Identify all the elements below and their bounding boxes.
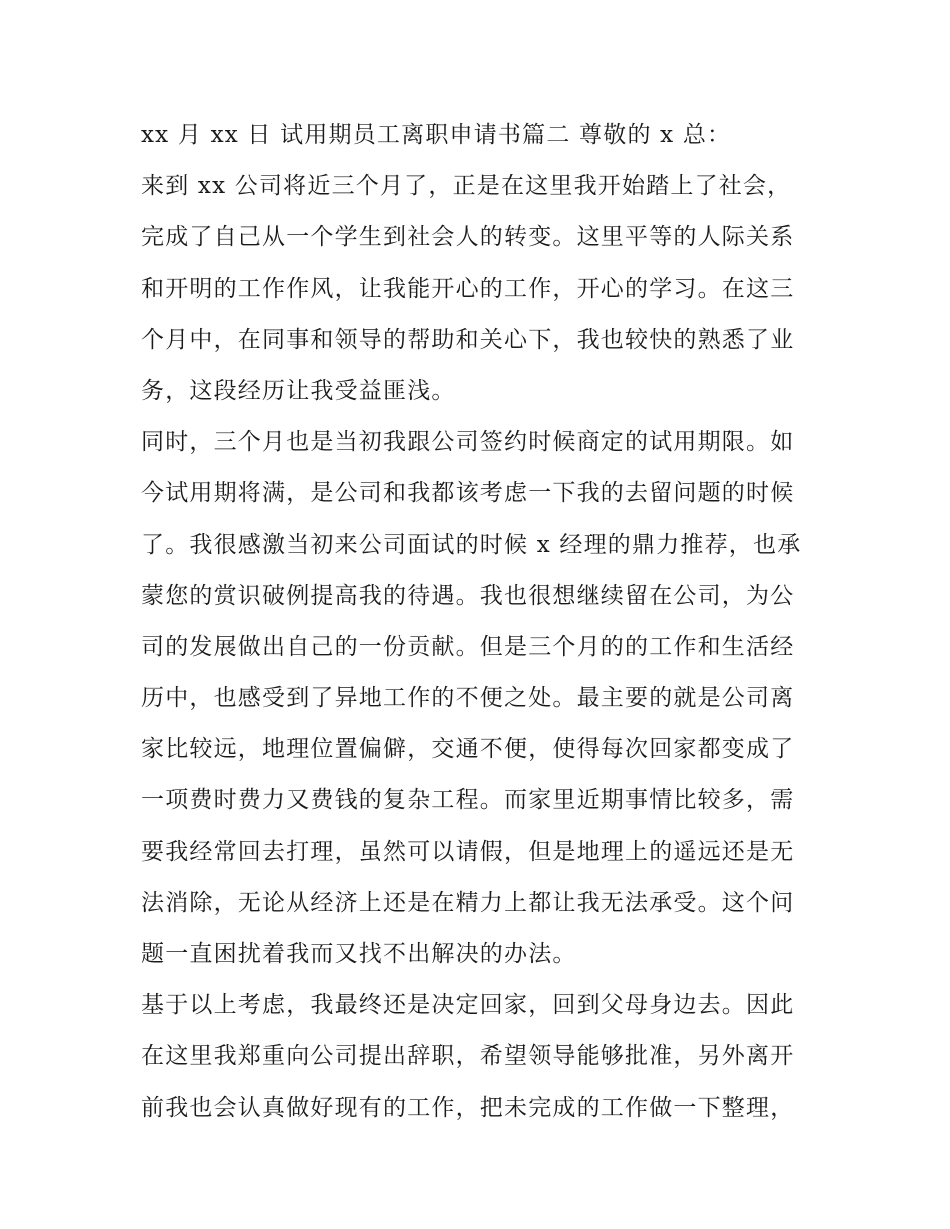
- text-line: 题一直困扰着我而又找不出解决的办法。: [141, 941, 577, 967]
- text-line: 来到 xx 公司将近三个月了，正是在这里我开始踏上了社会，: [141, 173, 792, 200]
- text-line: 前我也会认真做好现有的工作，把未完成的工作做一下整理，: [141, 1094, 795, 1121]
- text-line: 蒙您的赏识破例提高我的待遇。我也很想继续留在公司，为公: [141, 582, 795, 609]
- text-line: 个月中，在同事和领导的帮助和关心下，我也较快的熟悉了业: [141, 326, 795, 353]
- text-line: 同时，三个月也是当初我跟公司签约时候商定的试用期限。如: [141, 429, 795, 456]
- document-body: [141, 110, 821, 1134]
- text-line: 家比较远，地理位置偏僻，交通不便，使得每次回家都变成了: [141, 736, 795, 763]
- text-line: 法消除，无论从经济上还是在精力上都让我无法承受。这个问: [141, 889, 795, 916]
- text-line: 了。我很感激当初来公司面试的时候 x 经理的鼎力推荐，也承: [141, 531, 802, 558]
- text-line: 今试用期将满，是公司和我都该考虑一下我的去留问题的时候: [141, 480, 795, 507]
- text-line: 在这里我郑重向公司提出辞职，希望领导能够批准，另外离开: [141, 1043, 795, 1070]
- text-line: 务，这段经历让我受益匪浅。: [141, 377, 456, 404]
- text-line: 完成了自己从一个学生到社会人的转变。这里平等的人际关系: [141, 224, 795, 251]
- text-line: 司的发展做出自己的一份贡献。但是三个月的的工作和生活经: [141, 633, 795, 660]
- text-line: xx 月 xx 日 试用期员工离职申请书篇二 尊敬的 x 总：: [141, 122, 732, 148]
- text-line: 一项费时费力又费钱的复杂工程。而家里近期事情比较多，需: [141, 787, 795, 814]
- text-line: 历中，也感受到了异地工作的不便之处。最主要的就是公司离: [141, 685, 795, 712]
- text-line: 和开明的工作作风，让我能开心的工作，开心的学习。在这三: [141, 275, 795, 302]
- text-line: 基于以上考虑，我最终还是决定回家，回到父母身边去。因此: [141, 992, 795, 1019]
- text-line: 要我经常回去打理，虽然可以请假，但是地理上的遥远还是无: [141, 838, 795, 865]
